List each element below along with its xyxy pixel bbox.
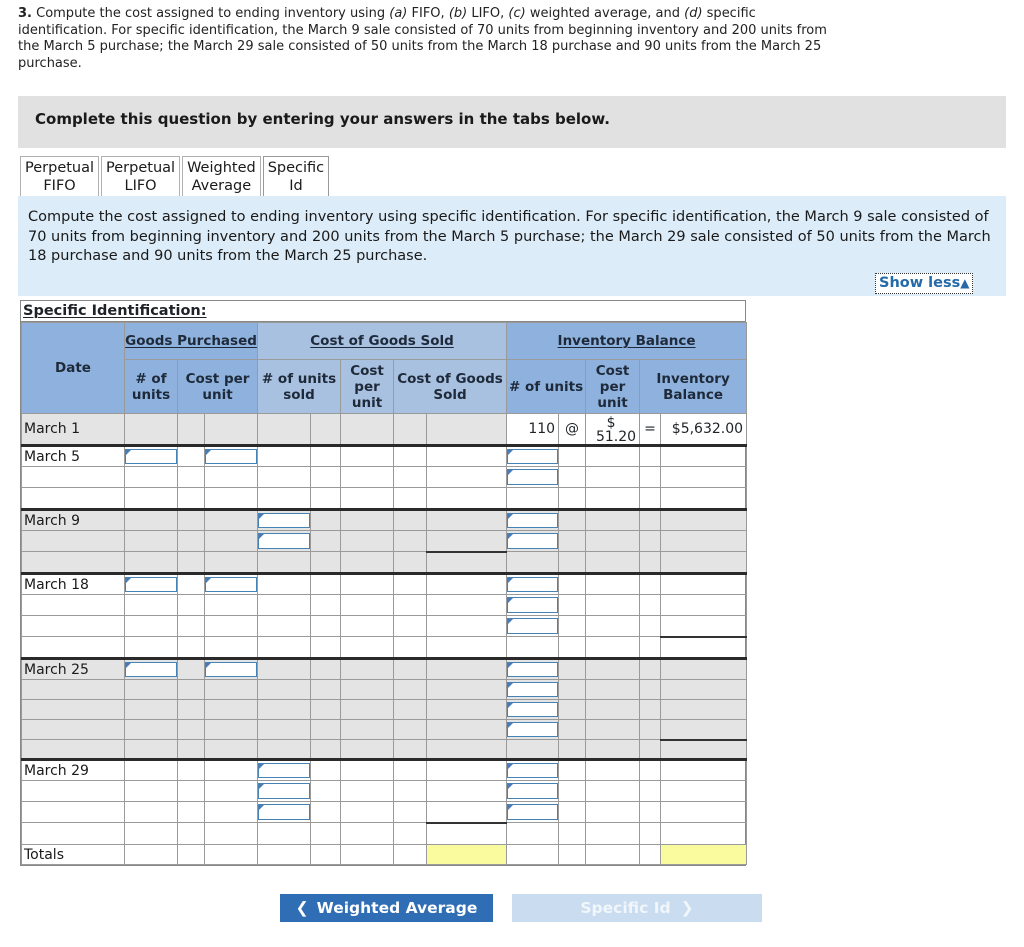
table-title: Specific Identification:: [21, 301, 745, 322]
date-cell: March 18: [22, 574, 125, 595]
next-tab-label: Specific Id: [580, 899, 671, 917]
inventory-balance-value: $5,632.00: [661, 414, 747, 446]
tab-label: LIFO: [124, 178, 157, 194]
tab-perpetual-fifo[interactable]: [20, 156, 99, 197]
date-cell: March 29: [22, 760, 125, 781]
cogs-header: Cost of Goods Sold: [258, 323, 507, 360]
tab-perpetual-lifo[interactable]: [101, 156, 180, 197]
inventory-units-input[interactable]: [507, 781, 559, 802]
date-cell: March 9: [22, 510, 125, 531]
inventory-units-input[interactable]: [507, 446, 559, 467]
inventory-units-header: # of units: [507, 360, 586, 414]
table-row: [22, 659, 747, 680]
purchased-units-header: # of units: [125, 360, 178, 414]
specific-id-table: [20, 300, 746, 866]
totals-label: Totals: [22, 845, 125, 865]
question-text: [18, 6, 848, 72]
instructions-text: Compute the cost assigned to ending inventory using specific identification. For specific identification, the March 9 sale consisted of 70 units from beginning inventory and 200 units from the March 5 purchase; the March 29 sale consisted of 50 units from the March 18 purchase and 90 units from the March 25 purchase.: [28, 209, 991, 264]
purchase-units-input[interactable]: [125, 659, 178, 680]
units-sold-header: # of units sold: [258, 360, 341, 414]
table-row: [22, 574, 747, 595]
totals-row: [22, 845, 747, 865]
inventory-grid: [21, 322, 747, 865]
question-part: FIFO,: [407, 6, 449, 21]
inventory-units-value: 110: [507, 414, 559, 446]
part-d-label: (d): [684, 6, 703, 21]
tab-label: Perpetual: [25, 160, 95, 176]
cogs-total-cell: [427, 845, 507, 865]
date-cell: March 25: [22, 659, 125, 680]
chevron-right-icon: ❯: [680, 899, 694, 917]
question-part: LIFO,: [467, 6, 509, 21]
inventory-units-input[interactable]: [507, 700, 559, 720]
part-c-label: (c): [508, 6, 526, 21]
tab-bar: [20, 156, 331, 197]
sold-cost-per-unit-header: Cost per unit: [341, 360, 394, 414]
chevron-left-icon: ❮: [295, 899, 309, 917]
date-header: Date: [22, 323, 125, 414]
purchase-cost-input[interactable]: [205, 446, 258, 467]
table-row: [22, 680, 747, 700]
units-sold-input[interactable]: [258, 760, 311, 781]
table-row: [22, 700, 747, 720]
cost-of-goods-sold-header: Cost of Goods Sold: [394, 360, 507, 414]
date-cell: March 1: [22, 414, 125, 446]
show-less-button[interactable]: [875, 273, 973, 294]
units-sold-input[interactable]: [258, 510, 311, 531]
inventory-units-input[interactable]: [507, 720, 559, 740]
goods-purchased-header: Goods Purchased: [125, 323, 258, 360]
inventory-units-input[interactable]: [507, 510, 559, 531]
purchased-cost-header: Cost per unit: [178, 360, 258, 414]
inventory-units-input[interactable]: [507, 616, 559, 637]
units-sold-input[interactable]: [258, 802, 311, 823]
units-sold-input[interactable]: [258, 781, 311, 802]
question-part: weighted average, and: [525, 6, 685, 21]
units-sold-input[interactable]: [258, 531, 311, 552]
next-tab-button[interactable]: [512, 894, 762, 922]
inventory-balance-total-cell: [661, 845, 747, 865]
inventory-units-input[interactable]: [507, 659, 559, 680]
date-cell: March 5: [22, 446, 125, 467]
table-row: [22, 802, 747, 823]
inventory-units-input[interactable]: [507, 760, 559, 781]
at-sign: @: [559, 414, 586, 446]
table-row: [22, 446, 747, 467]
part-a-label: (a): [389, 6, 408, 21]
question-number: 3.: [18, 6, 32, 21]
inventory-balance-header: Inventory Balance: [507, 323, 747, 360]
complete-prompt: Complete this question by entering your answers in the tabs below.: [18, 96, 1006, 148]
inventory-units-input[interactable]: [507, 680, 559, 700]
tab-label: FIFO: [43, 178, 76, 194]
part-b-label: (b): [448, 6, 468, 21]
table-row: [22, 781, 747, 802]
tab-weighted-average[interactable]: [182, 156, 261, 197]
inventory-units-input[interactable]: [507, 802, 559, 823]
tab-label: Perpetual: [106, 160, 176, 176]
question-part: specific identification. For specific identification, the March 9 sale consisted of 70 units from beginning inventory and 200 units from the March 5 purchase; the March 29 sale consisted of 50 units from the March 18 purchase and 90 units from the March 25 purchase.: [18, 6, 827, 71]
tab-label: Average: [191, 178, 252, 194]
table-row: [22, 467, 747, 488]
table-row: [22, 510, 747, 531]
tab-label: Id: [289, 178, 303, 194]
show-less-label: Show less: [879, 275, 961, 291]
prev-tab-label: Weighted Average: [316, 899, 478, 917]
purchase-units-input[interactable]: [125, 574, 178, 595]
inventory-units-input[interactable]: [507, 531, 559, 552]
instructions-panel: [18, 196, 1006, 296]
table-row: [22, 616, 747, 637]
purchase-cost-input[interactable]: [205, 659, 258, 680]
inventory-units-input[interactable]: [507, 595, 559, 616]
equals-sign: =: [640, 414, 661, 446]
table-row: [22, 531, 747, 552]
table-row: [22, 414, 747, 446]
inventory-balance-col-header: Inventory Balance: [640, 360, 747, 414]
inventory-cost-per-unit-header: Cost per unit: [586, 360, 640, 414]
table-row: [22, 595, 747, 616]
table-row: [22, 760, 747, 781]
tab-label: Weighted: [187, 160, 256, 176]
triangle-up-icon: ▲: [960, 276, 970, 290]
cost-value: 51.20: [595, 429, 637, 445]
purchase-cost-input[interactable]: [205, 574, 258, 595]
question-part: Compute the cost assigned to ending inventory using: [31, 6, 390, 21]
purchase-units-input[interactable]: [125, 446, 178, 467]
inventory-units-input[interactable]: [507, 574, 559, 595]
table-row: [22, 720, 747, 740]
inventory-cost-value: [586, 414, 640, 446]
tab-label: Specific: [267, 160, 325, 176]
prev-tab-button[interactable]: [280, 894, 493, 922]
inventory-units-input[interactable]: [507, 467, 559, 488]
tab-specific-id[interactable]: [263, 156, 329, 197]
dollar-sign: $: [606, 415, 616, 431]
